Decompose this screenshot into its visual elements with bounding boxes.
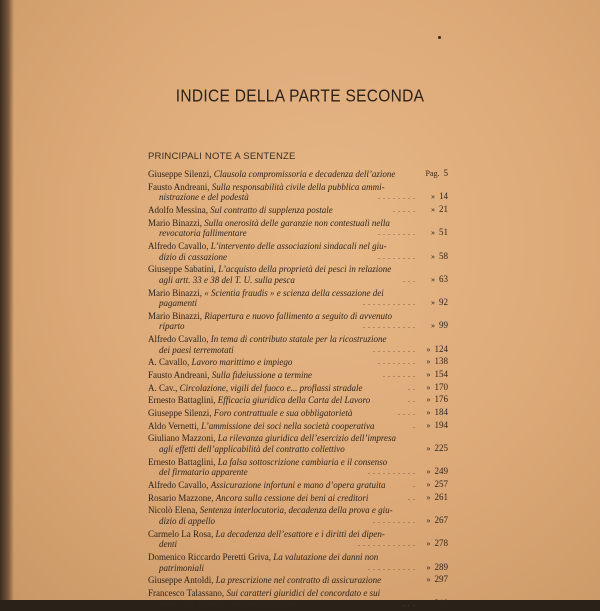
page-prefix: »: [426, 575, 431, 585]
index-entry: [148, 169, 448, 180]
entry-author: Francesco Talassano,: [148, 587, 225, 598]
index-entry: [148, 264, 448, 285]
page-prefix: »: [431, 321, 435, 331]
entry-page: [418, 191, 448, 203]
page-number: 267: [434, 515, 448, 525]
entry-title-cont: dei paesi terremotati: [159, 344, 234, 355]
index-entry: [148, 457, 448, 478]
page-number: 5: [443, 168, 448, 178]
index-entry: [148, 505, 448, 526]
leader-dots: .......: [383, 370, 418, 380]
entry-title-cont: del firmatario apparente: [159, 467, 248, 478]
page-prefix: »: [426, 420, 431, 430]
page-number: 21: [439, 203, 448, 214]
entry-title: La rilevanza giuridica dell’esercizio dell’impresa: [217, 433, 397, 444]
leader-dots: ........: [378, 357, 418, 367]
page-prefix: »: [426, 370, 431, 380]
entry-title-cont: dizio di cassazione: [159, 251, 228, 262]
leader-dots: ..: [408, 382, 418, 392]
entry-title-cont: pagamenti: [159, 298, 197, 309]
entry-author: Fausto Andreani,: [148, 181, 210, 192]
leader-dots: ...........: [363, 321, 418, 331]
entry-title-cont: dizio di appello: [159, 516, 215, 526]
page-prefix: »: [426, 539, 431, 549]
entry-title-cont: riparto: [159, 321, 185, 332]
page-number: 257: [434, 479, 448, 490]
page-number: 99: [439, 320, 448, 331]
index-entry: [148, 357, 448, 368]
leader-dots: ..: [408, 395, 418, 405]
page-prefix: »: [426, 344, 431, 354]
index-entry: [148, 311, 448, 332]
entry-author: Giuseppe Silenzi,: [148, 169, 212, 179]
entry-author: Giuseppe Silenzi,: [148, 408, 212, 419]
page-number: 124: [434, 343, 448, 354]
page-prefix: »: [426, 395, 431, 405]
entry-title: La valutazione dei danni non: [273, 551, 379, 562]
entry-author: Aldo Vernetti,: [148, 420, 199, 431]
page-title: INDICE DELLA PARTE SECONDA: [175, 86, 425, 107]
entry-author: Alfredo Cavallo,: [148, 480, 209, 491]
leader-dots: ........: [378, 251, 418, 261]
page-number: 184: [434, 407, 448, 418]
page-prefix: »: [426, 492, 431, 502]
page-number: 289: [434, 561, 448, 572]
entry-title: Lavoro marittimo e impiego: [191, 357, 293, 368]
entry-title: « Scientia fraudis » e scienza della cessazione dei: [204, 287, 384, 298]
entry-page: [418, 274, 448, 286]
entry-page: [418, 598, 448, 610]
entry-author: A. Cav.,: [148, 382, 178, 393]
entry-title: Efficacia giuridica della Carta del Lavoro: [217, 395, 371, 406]
entry-page: [418, 297, 448, 309]
entry-author: Mario Binazzi,: [148, 287, 202, 298]
entry-title: Circolazione, vigili del fuoco e... proflassi stradale: [179, 382, 363, 393]
entry-title-cont: patrimoniali: [159, 562, 205, 573]
index-entry: [148, 493, 448, 504]
entry-author: Mario Binazzi,: [148, 217, 202, 228]
entry-title: Riapertura e nuovo fallimento a seguito di avvenuto: [204, 310, 392, 321]
index-entry: [148, 370, 448, 381]
index-entry: [148, 552, 448, 573]
page-number: 176: [434, 394, 448, 405]
page-number: 138: [434, 356, 448, 367]
entry-page: [418, 382, 448, 394]
index-entry: [148, 383, 448, 394]
entry-page: [418, 574, 448, 586]
leader-dots: ...: [403, 274, 418, 284]
leader-dots: ..........: [368, 562, 418, 572]
page-number: 92: [439, 297, 448, 308]
entry-author: Ernesto Battaglini,: [148, 395, 216, 406]
leader-dots: .........: [373, 516, 418, 525]
page-prefix: »: [426, 382, 431, 392]
index-entry: [148, 288, 448, 309]
entry-author: Giuseppe Sabatini,: [148, 264, 216, 275]
index-entry: [148, 588, 448, 609]
entry-author: Alfredo Cavallo,: [148, 240, 209, 251]
entry-title: Clausola compromissoria e decadenza dell’azione: [213, 169, 396, 179]
entry-page: [418, 479, 448, 491]
page-prefix: »: [431, 192, 435, 202]
entry-author: Fausto Andreani,: [148, 370, 210, 381]
entry-title: Sentenza interlocutoria, decadenza della prova e giu-: [199, 505, 393, 516]
page-number: 154: [434, 369, 448, 380]
entry-page: [418, 538, 448, 550]
entry-title: L’intervento delle associazioni sindacali nel giu-: [210, 240, 387, 251]
page-number: 51: [439, 227, 448, 238]
entry-author: Mario Binazzi,: [148, 310, 202, 321]
entry-page: [418, 562, 448, 574]
entry-title: La decadenza dell’esattore e i diritti dei dipen-: [215, 528, 385, 539]
index-entry: [148, 480, 448, 491]
index-entry: [148, 182, 448, 203]
leader-dots: ...: [403, 598, 418, 608]
leader-dots: .....: [393, 204, 418, 214]
page-prefix: »: [426, 467, 431, 477]
entry-title: La prescrizione nel contratto di assicurazione: [215, 575, 382, 586]
page-prefix: »: [431, 298, 435, 308]
entry-title-cont: revocatoria fallimentare: [159, 228, 247, 239]
page-number: 194: [434, 419, 448, 430]
entry-page: [418, 394, 448, 406]
entry-title: La falsa sottoscrizione cambiaria e il consenso: [217, 456, 388, 467]
entry-author: Giuseppe Antoldi,: [148, 575, 214, 586]
page-number: 261: [434, 491, 448, 502]
leader-dots: ...........: [363, 298, 418, 308]
entry-page: [418, 344, 448, 356]
entry-title-cont: nistrazione e del podestà: [159, 192, 249, 203]
page-number: 58: [439, 250, 448, 261]
entry-author: Giuliano Mazzoni,: [148, 433, 216, 444]
entry-title: L’ammissione dei soci nella società cooperativa: [201, 420, 375, 431]
entry-title: Foro contrattuale e sua obbligatorietà: [213, 408, 353, 419]
entry-title-cont: agli effetti dell’applicabilità del contratto collettivo: [159, 444, 345, 455]
page-prefix: »: [431, 274, 435, 284]
binding-edge: [0, 0, 14, 600]
leader-dots: ....: [398, 408, 418, 418]
page-prefix: »: [431, 204, 435, 214]
entry-title: Sui caratteri giuridici del concordato e sui: [226, 587, 381, 598]
entry-page: [418, 320, 448, 332]
index-entry: [148, 334, 448, 355]
entry-title: Sulla onerosità delle garanzie non contestuali nella: [204, 217, 390, 228]
entry-author: A. Cavallo,: [148, 357, 190, 368]
page-prefix: »: [426, 408, 431, 418]
entry-title-cont: agli artt. 33 e 38 del T. U. sulla pesca: [159, 274, 295, 285]
page-prefix: Pag.: [425, 169, 440, 178]
entry-page: [418, 466, 448, 478]
entry-author: Rosario Mazzone,: [148, 492, 214, 503]
entry-title: Sulla responsabilità civile della pubblica ammi-: [211, 181, 385, 192]
leader-dots: ..: [408, 492, 418, 502]
entry-author: Ernesto Battaglini,: [148, 456, 216, 467]
index-entry: [148, 529, 448, 550]
page-number: 170: [434, 381, 448, 392]
entry-title: L’acquisto della proprietà dei pesci in relazione: [218, 264, 392, 275]
page-prefix: »: [426, 357, 431, 367]
page-prefix: »: [426, 598, 431, 608]
entry-author: Domenico Riccardo Peretti Griva,: [148, 551, 271, 562]
entry-title: Sul contratto di supplenza postale: [210, 204, 333, 215]
leader-dots: .: [413, 480, 418, 490]
entry-title: Ancora sulla cessione dei beni ai creditori: [215, 492, 369, 503]
index-entry: [148, 241, 448, 262]
page-number: 225: [434, 443, 448, 454]
page-number: 249: [434, 466, 448, 477]
entry-page: [418, 420, 448, 432]
entry-page: [418, 369, 448, 381]
page-dot-mark: [438, 36, 441, 39]
index-entry: [148, 433, 448, 454]
page-number: 63: [439, 273, 448, 284]
entry-page: [418, 227, 448, 239]
leader-dots: ........: [378, 192, 418, 202]
page-prefix: »: [426, 562, 431, 572]
leader-dots: .........: [373, 344, 418, 354]
entry-author: Nicolò Elena,: [148, 505, 198, 516]
entry-author: Alfredo Cavallo,: [148, 334, 209, 345]
entry-author: Adolfo Messina,: [148, 204, 208, 215]
leader-dots: ........: [378, 228, 418, 238]
page-number: 14: [439, 191, 448, 202]
entry-page: [418, 443, 448, 455]
index-entry: [148, 408, 448, 419]
entry-page: [418, 204, 448, 216]
index-entry: [148, 421, 448, 432]
entry-title: In tema di contributo statale per la ricostruzione: [210, 334, 387, 345]
page-number: 297: [434, 574, 448, 585]
page-number: 310: [434, 597, 448, 608]
index-entry: [148, 218, 448, 239]
entry-page: [418, 515, 448, 527]
page-prefix: »: [431, 228, 435, 238]
index-entries: [148, 169, 448, 611]
entry-title: Assicurazione infortuni e mano d’opera gratuita: [210, 480, 386, 491]
index-entry: [148, 575, 448, 586]
entry-page: [418, 356, 448, 368]
index-entry: [148, 395, 448, 406]
index-entry: [148, 205, 448, 216]
entry-title: Sulla fideiussione a termine: [211, 370, 312, 381]
page-prefix: »: [426, 516, 431, 525]
page-number: 278: [434, 538, 448, 549]
leader-dots: ..........: [368, 467, 418, 477]
entry-author: Carmelo La Rosa,: [148, 528, 214, 539]
page-prefix: »: [426, 480, 431, 490]
page-prefix: »: [431, 251, 435, 261]
entry-page: [418, 168, 448, 180]
leader-dots: .: [413, 420, 418, 430]
page-prefix: »: [426, 444, 431, 454]
entry-page: [418, 251, 448, 263]
entry-page: [418, 407, 448, 419]
entry-title-cont: poteri del tribunale nell’omologazione: [159, 598, 299, 609]
entry-page: [418, 492, 448, 504]
section-heading: PRINCIPALI NOTE A SENTENZE: [148, 151, 296, 162]
leader-dots: ............: [358, 539, 418, 549]
entry-title-cont: denti: [159, 539, 177, 550]
